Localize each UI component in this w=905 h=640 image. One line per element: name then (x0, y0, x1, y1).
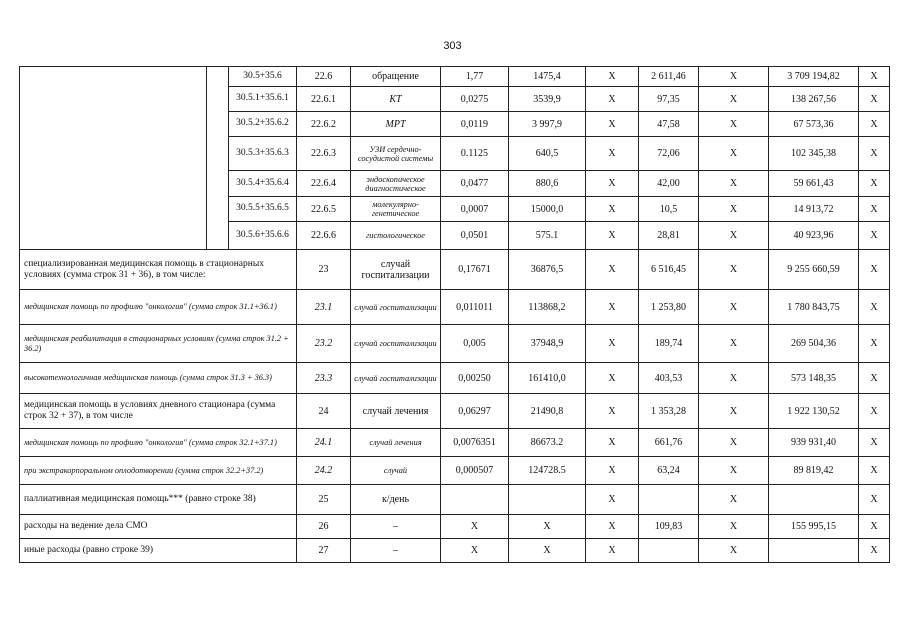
value-cell: 1 353,28 (639, 394, 699, 429)
value-cell: 6 516,45 (639, 250, 699, 290)
row-number-cell: 22.6.4 (297, 171, 351, 197)
row-code-cell: 30.5.1+35.6.1 (229, 87, 297, 112)
unit-cell: эндоскопическое диагностическое (351, 171, 441, 197)
value-cell: 14 913,72 (769, 197, 859, 222)
value-cell: 661,76 (639, 429, 699, 457)
row-number-cell: 24 (297, 394, 351, 429)
x-cell: X (859, 112, 890, 137)
value-cell (769, 485, 859, 515)
x-cell: X (586, 429, 639, 457)
row-name-cell: медицинская помощь по профилю "онкология" (сумма строк 31.1+36.1) (20, 290, 297, 325)
empty-cell (207, 67, 229, 250)
unit-cell: случай лечения (351, 429, 441, 457)
x-cell: X (586, 325, 639, 363)
table-row (20, 515, 890, 539)
value-cell: 28,81 (639, 222, 699, 250)
x-cell: X (859, 250, 890, 290)
unit-cell: гистологическое (351, 222, 441, 250)
row-code-cell: 30.5.5+35.6.5 (229, 197, 297, 222)
row-number-cell: 22.6.2 (297, 112, 351, 137)
row-number-cell: 22.6.3 (297, 137, 351, 171)
x-cell: X (699, 485, 769, 515)
x-cell: X (859, 222, 890, 250)
x-cell: X (699, 137, 769, 171)
value-cell: 1 780 843,75 (769, 290, 859, 325)
value-cell: 0,06297 (441, 394, 509, 429)
row-number-cell: 27 (297, 539, 351, 563)
unit-cell: случай госпитализации (351, 325, 441, 363)
row-name-cell: медицинская помощь по профилю "онкология" (сумма строк 32.1+37.1) (20, 429, 297, 457)
row-code-cell: 30.5.4+35.6.4 (229, 171, 297, 197)
table-row (20, 325, 890, 363)
value-cell: 0,011011 (441, 290, 509, 325)
value-cell: X (509, 539, 586, 563)
table-row (20, 67, 890, 87)
row-code-cell: 30.5.3+35.6.3 (229, 137, 297, 171)
x-cell: X (859, 363, 890, 394)
value-cell: 3539,9 (509, 87, 586, 112)
row-code-cell: 30.5.6+35.6.6 (229, 222, 297, 250)
x-cell: X (586, 197, 639, 222)
unit-cell: случай (351, 457, 441, 485)
value-cell: 1 922 130,52 (769, 394, 859, 429)
value-cell: 1 253,80 (639, 290, 699, 325)
value-cell: 0.1125 (441, 137, 509, 171)
row-code-cell: 30.5.2+35.6.2 (229, 112, 297, 137)
value-cell (639, 485, 699, 515)
row-number-cell: 22.6.5 (297, 197, 351, 222)
value-cell: 0,0119 (441, 112, 509, 137)
row-name-cell: при экстракорпоральном оплодотворении (сумма строк 32.2+37.2) (20, 457, 297, 485)
row-number-cell: 23.2 (297, 325, 351, 363)
value-cell: 21490,8 (509, 394, 586, 429)
value-cell: 40 923,96 (769, 222, 859, 250)
value-cell: 573 148,35 (769, 363, 859, 394)
x-cell: X (699, 325, 769, 363)
x-cell: X (586, 457, 639, 485)
x-cell: X (699, 222, 769, 250)
unit-cell: – (351, 539, 441, 563)
row-code-cell: 30.5+35.6 (229, 67, 297, 87)
x-cell: X (586, 222, 639, 250)
x-cell: X (586, 363, 639, 394)
value-cell (639, 539, 699, 563)
x-cell: X (699, 429, 769, 457)
value-cell: X (441, 515, 509, 539)
value-cell: 0,17671 (441, 250, 509, 290)
value-cell: 138 267,56 (769, 87, 859, 112)
x-cell: X (699, 457, 769, 485)
value-cell: 2 611,46 (639, 67, 699, 87)
table-row (20, 457, 890, 485)
value-cell: 3 709 194,82 (769, 67, 859, 87)
x-cell: X (586, 539, 639, 563)
x-cell: X (859, 539, 890, 563)
value-cell: 0,0076351 (441, 429, 509, 457)
value-cell: 0,0275 (441, 87, 509, 112)
value-cell: 269 504,36 (769, 325, 859, 363)
row-name-cell: высокотехнологичная медицинская помощь (сумма строк 31.3 + 36.3) (20, 363, 297, 394)
x-cell: X (699, 515, 769, 539)
value-cell: 109,83 (639, 515, 699, 539)
unit-cell: МРТ (351, 112, 441, 137)
value-cell: 0,0477 (441, 171, 509, 197)
value-cell: 0,005 (441, 325, 509, 363)
unit-cell: случай госпитализации (351, 363, 441, 394)
value-cell: 47,58 (639, 112, 699, 137)
unit-cell: случай госпитализации (351, 290, 441, 325)
x-cell: X (859, 171, 890, 197)
empty-name-cell (20, 67, 207, 250)
x-cell: X (859, 290, 890, 325)
value-cell: 3 997,9 (509, 112, 586, 137)
value-cell: 0,000507 (441, 457, 509, 485)
page-number: 303 (443, 40, 462, 52)
row-name-cell: расходы на ведение дела СМО (20, 515, 297, 539)
value-cell: 15000,0 (509, 197, 586, 222)
unit-cell: КТ (351, 87, 441, 112)
x-cell: X (699, 171, 769, 197)
value-cell: 89 819,42 (769, 457, 859, 485)
x-cell: X (699, 112, 769, 137)
value-cell: 880,6 (509, 171, 586, 197)
value-cell: 0,0007 (441, 197, 509, 222)
value-cell: 1,77 (441, 67, 509, 87)
value-cell: X (441, 539, 509, 563)
row-name-cell: иные расходы (равно строке 39) (20, 539, 297, 563)
value-cell: 37948,9 (509, 325, 586, 363)
table-row (20, 394, 890, 429)
x-cell: X (699, 67, 769, 87)
x-cell: X (859, 429, 890, 457)
x-cell: X (699, 87, 769, 112)
value-cell: 36876,5 (509, 250, 586, 290)
x-cell: X (586, 290, 639, 325)
row-number-cell: 23.3 (297, 363, 351, 394)
unit-cell: обращение (351, 67, 441, 87)
value-cell: 189,74 (639, 325, 699, 363)
row-number-cell: 25 (297, 485, 351, 515)
x-cell: X (586, 137, 639, 171)
x-cell: X (586, 394, 639, 429)
x-cell: X (699, 539, 769, 563)
row-name-cell: медицинская реабилитация в стационарных условиях (сумма строк 31.2 + 36.2) (20, 325, 297, 363)
value-cell: X (509, 515, 586, 539)
unit-cell: случай лечения (351, 394, 441, 429)
x-cell: X (859, 67, 890, 87)
x-cell: X (699, 250, 769, 290)
unit-cell: к/день (351, 485, 441, 515)
row-name-cell: паллиативная медицинская помощь*** (равно строке 38) (20, 485, 297, 515)
value-cell: 86673.2 (509, 429, 586, 457)
value-cell: 640,5 (509, 137, 586, 171)
row-number-cell: 24.2 (297, 457, 351, 485)
x-cell: X (859, 137, 890, 171)
table-row (20, 429, 890, 457)
row-name-cell: медицинская помощь в условиях дневного стационара (сумма строк 32 + 37), в том числе (20, 394, 297, 429)
row-number-cell: 22.6 (297, 67, 351, 87)
value-cell: 42,00 (639, 171, 699, 197)
value-cell: 155 995,15 (769, 515, 859, 539)
row-number-cell: 23.1 (297, 290, 351, 325)
table-row (20, 290, 890, 325)
x-cell: X (586, 112, 639, 137)
table-row (20, 539, 890, 563)
value-cell: 1475,4 (509, 67, 586, 87)
x-cell: X (586, 171, 639, 197)
x-cell: X (859, 87, 890, 112)
value-cell: 575.1 (509, 222, 586, 250)
x-cell: X (859, 325, 890, 363)
row-name-cell: специализированная медицинская помощь в стационарных условиях (сумма строк 31 + 36), в том числе: (20, 250, 297, 290)
value-cell: 10,5 (639, 197, 699, 222)
x-cell: X (859, 515, 890, 539)
table-row (20, 250, 890, 290)
unit-cell: случай госпитализации (351, 250, 441, 290)
value-cell: 9 255 660,59 (769, 250, 859, 290)
unit-cell: молекулярно-генетическое (351, 197, 441, 222)
value-cell: 939 931,40 (769, 429, 859, 457)
value-cell: 72,06 (639, 137, 699, 171)
financing-table (19, 66, 890, 563)
table-row (20, 363, 890, 394)
value-cell: 161410,0 (509, 363, 586, 394)
value-cell: 63,24 (639, 457, 699, 485)
value-cell: 403,53 (639, 363, 699, 394)
x-cell: X (699, 197, 769, 222)
value-cell: 124728.5 (509, 457, 586, 485)
x-cell: X (586, 87, 639, 112)
x-cell: X (859, 197, 890, 222)
x-cell: X (586, 250, 639, 290)
table-row (20, 485, 890, 515)
value-cell: 97,35 (639, 87, 699, 112)
x-cell: X (586, 67, 639, 87)
x-cell: X (586, 515, 639, 539)
x-cell: X (859, 485, 890, 515)
value-cell (509, 485, 586, 515)
value-cell (769, 539, 859, 563)
row-number-cell: 24.1 (297, 429, 351, 457)
x-cell: X (859, 457, 890, 485)
value-cell: 59 661,43 (769, 171, 859, 197)
x-cell: X (859, 394, 890, 429)
value-cell: 102 345,38 (769, 137, 859, 171)
value-cell: 67 573,36 (769, 112, 859, 137)
unit-cell: – (351, 515, 441, 539)
value-cell: 113868,2 (509, 290, 586, 325)
row-number-cell: 26 (297, 515, 351, 539)
x-cell: X (699, 363, 769, 394)
unit-cell: УЗИ сердечно-сосудистой системы (351, 137, 441, 171)
x-cell: X (699, 394, 769, 429)
row-number-cell: 22.6.6 (297, 222, 351, 250)
value-cell: 0,0501 (441, 222, 509, 250)
value-cell (441, 485, 509, 515)
row-number-cell: 23 (297, 250, 351, 290)
value-cell: 0,00250 (441, 363, 509, 394)
row-number-cell: 22.6.1 (297, 87, 351, 112)
x-cell: X (586, 485, 639, 515)
x-cell: X (699, 290, 769, 325)
